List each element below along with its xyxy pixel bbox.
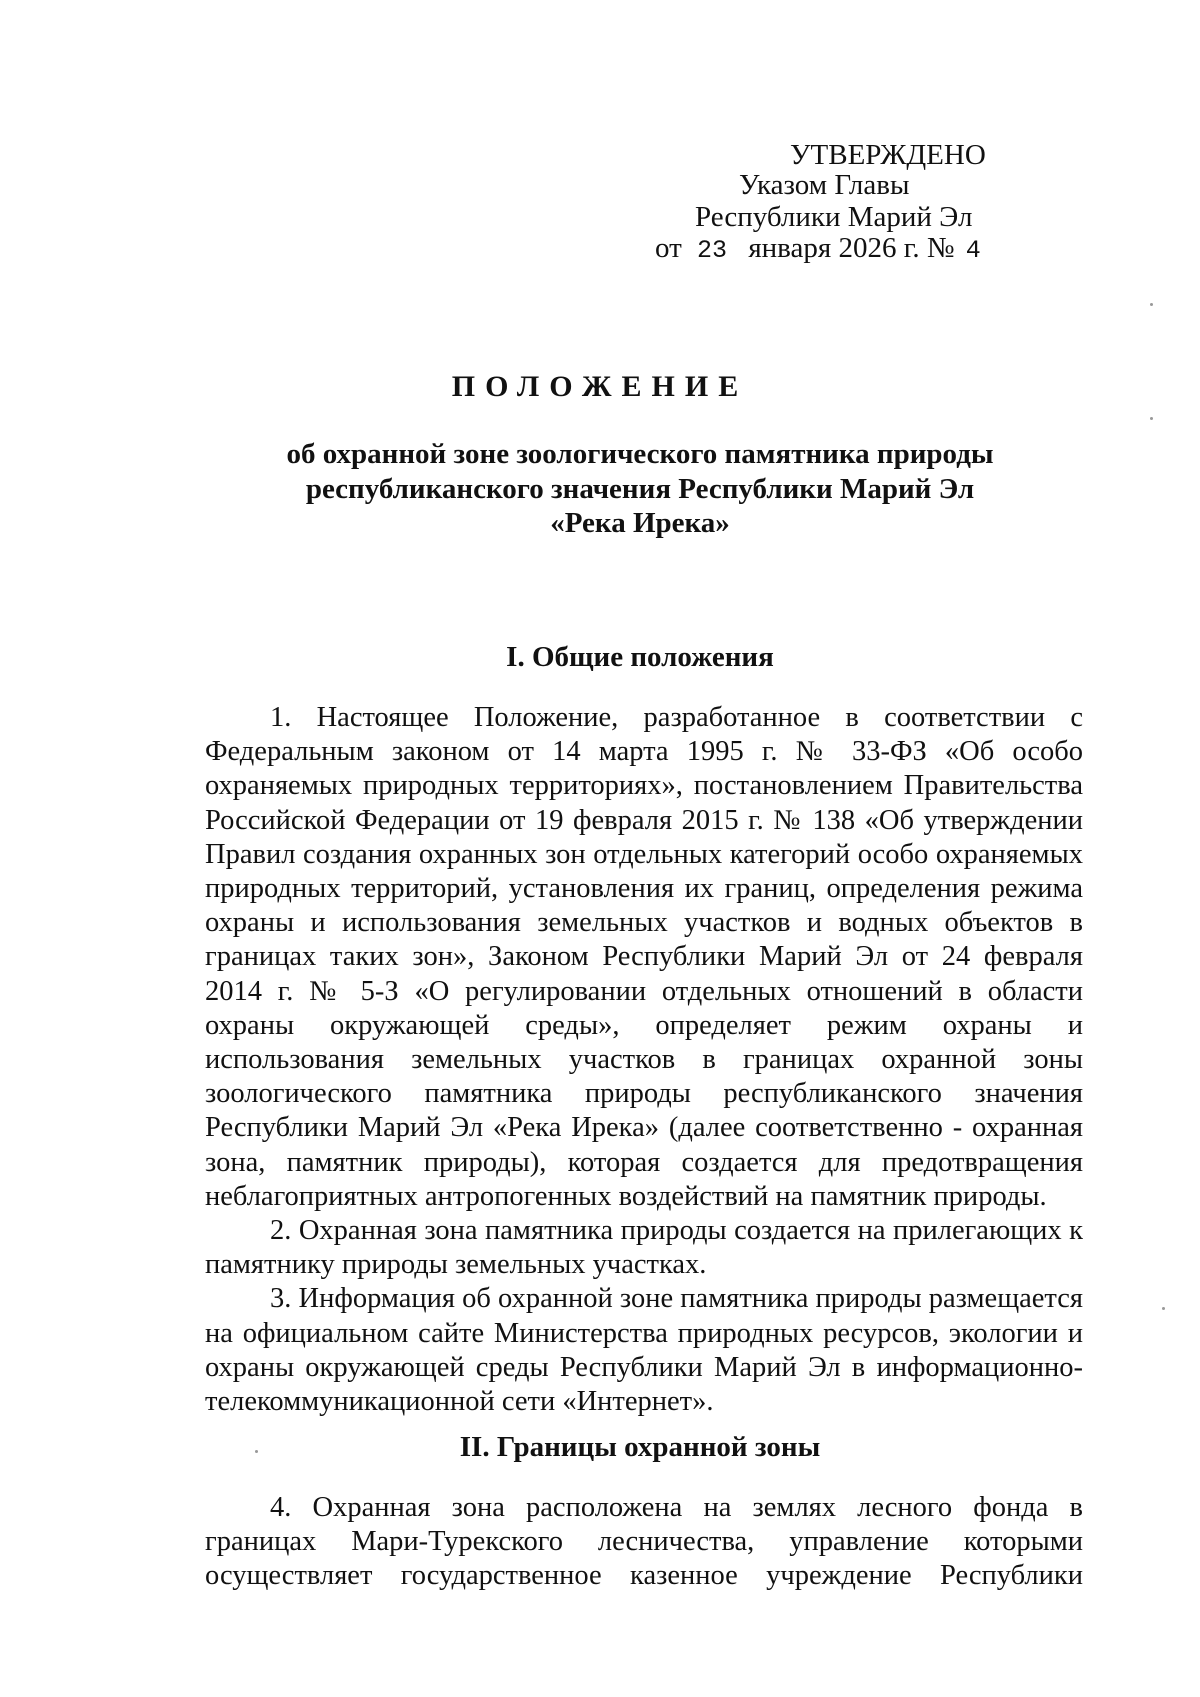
approval-decree: Указом Главы: [739, 169, 910, 201]
subtitle-line-1: об охранной зоне зоологического памятника природы: [286, 438, 994, 470]
date-day: 23: [697, 236, 728, 265]
date-month-year: января 2026 г. №: [748, 232, 955, 264]
section-2-body: [205, 1491, 1083, 1594]
scan-speck: [255, 1450, 258, 1453]
paragraph-4: 4. Охранная зона расположена на землях лесного фонда в границах Мари-Турекского лесничества, управление которыми осуществляет государственное казенное учреждение Республики: [205, 1492, 1083, 1592]
subtitle-line-2: республиканского значения Республики Марий Эл: [305, 472, 975, 505]
scan-speck: [1150, 303, 1153, 306]
document-title: ПОЛОЖЕНИЕ: [451, 370, 749, 403]
section-2-heading: II. Границы охранной зоны: [459, 1431, 821, 1463]
subtitle-line-3: «Река Ирека»: [550, 507, 730, 539]
decree-number: 4: [965, 236, 981, 265]
section-1-body: [205, 701, 1083, 1419]
paragraph-1: 1. Настоящее Положение, разработанное в соответствии с Федеральным законом от 14 марта 1995 г. № 33-ФЗ «Об особо охраняемых природных территориях», постановлением Правительства Российской Федерации от 19 февраля 2015 г. № 138 «Об утверждении Правил создания охранных зон отдельных категорий особо охраняемых природных территорий, установления их границ, определения режима охраны и использования земельных участков и водных объектов в границах таких зон», Законом Республики Марий Эл от 24 февраля 2014 г. № 5-З «О регулировании отдельных отношений в области охраны окружающей среды», определяет режим охраны и использования земельных участков в границах охранной зоны зоологического памятника природы республиканского значения Республики Марий Эл «Река Ирека» (далее соответственно - охранная зона, памятник природы), которая создается для предотвращения неблагоприятных антропогенных воздействий на памятник природы.: [205, 702, 1083, 1212]
approval-date-line: [655, 231, 981, 268]
scan-speck: [1150, 417, 1153, 420]
approval-republic: Республики Марий Эл: [695, 201, 973, 233]
section-1-heading: I. Общие положения: [506, 641, 774, 673]
paragraph-3: 3. Информация об охранной зоне памятника природы размещается на официальном сайте Министерства природных ресурсов, экологии и охраны окружающей среды Республики Марий Эл в информационно-телекоммуникационной сети «Интернет».: [205, 1283, 1083, 1418]
paragraph-2: 2. Охранная зона памятника природы создается на прилегающих к памятнику природы земельных участках.: [205, 1215, 1083, 1281]
scan-speck: [1162, 1307, 1165, 1310]
date-prefix: от: [655, 232, 682, 264]
approval-word: УТВЕРЖДЕНО: [790, 139, 986, 171]
document-subtitle: [200, 437, 1080, 541]
